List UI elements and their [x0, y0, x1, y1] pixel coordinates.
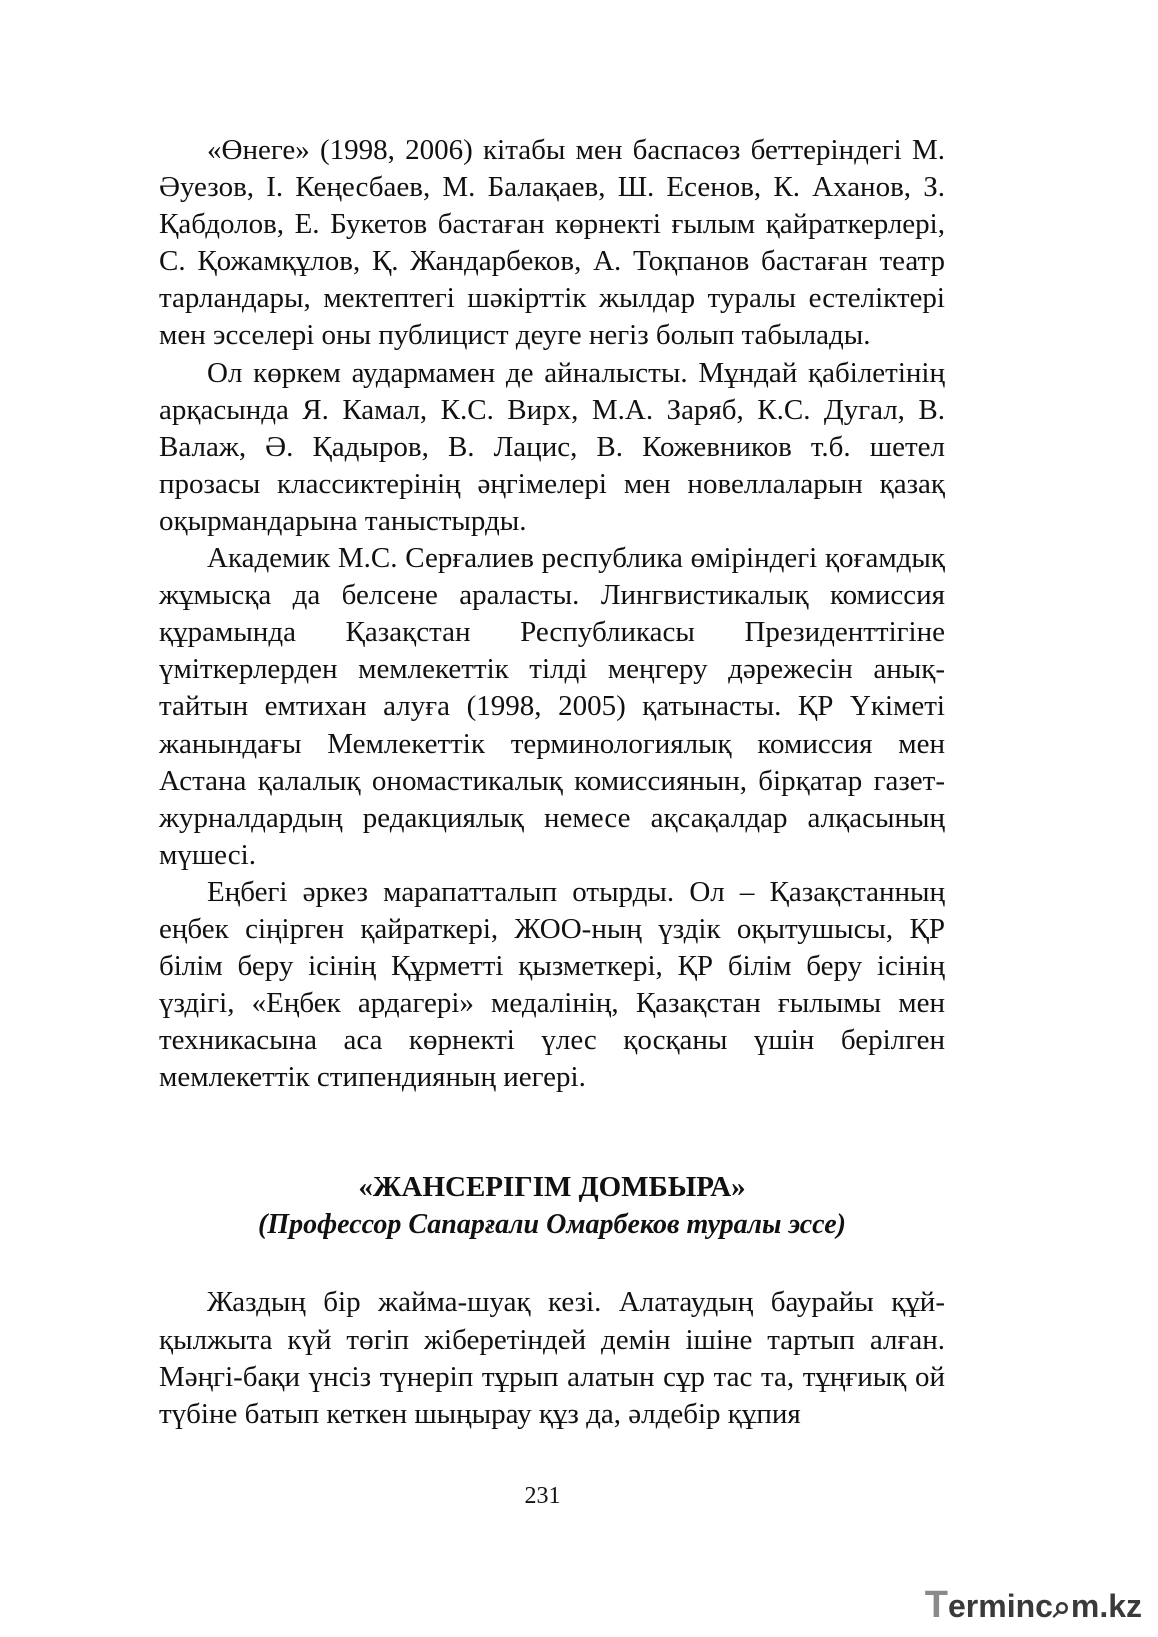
page-content [159, 132, 945, 1433]
site-watermark-logo [925, 1584, 1142, 1627]
paragraph-translation: Ол көркем аудармамен де айналысты. Мұндай қабілетінің арқасында Я. Камал, К.С. Вирх, М.А. Заряб, К.С. Дугал, В. Валаж, Ә. Қадыров, В. Лацис, В. Кожевников т.б. шетел прозасы классиктерінің әңгімелері мен новеллаларын қазақ оқырмандарына таныстырды. [159, 356, 945, 537]
essay-heading [159, 1168, 945, 1244]
essay-subtitle: (Профессор Сапарғали Омарбеков туралы эссе) [258, 1209, 846, 1241]
paragraph-awards: Еңбегі әркез марапатталып отырды. Ол – Қазақстанның еңбек сіңірген қайраткері, ЖОО-ның үздік оқытушысы, ҚР білім беру ісінің Құрметті қызметкері, ҚР білім беру ісінің үздігі, «Еңбек ардагері» медалінің, Қазақстан ғылымы мен техникасына аса көрнекті үлес қосқаны үшін берілген мемлекеттік стипендияның иегері. [159, 875, 945, 1094]
paragraph-onege: «Өнеге» (1998, 2006) кітабы мен баспасөз беттеріндегі М. Әуезов, І. Кеңесбаев, М. Балақаев, Ш. Есенов, К. Аханов, З. Қабдолов, Е. Букетов бастаған көрнекті ғылым қайраткерлері, С. Қожамқұлов, Қ. Жандарбеков, А. Тоқпанов бастаған театр тарландары, мектептегі шәкірттік жылдар туралы естеліктері мен эсселері оны публицист деуге негіз болып табылады. [159, 134, 945, 352]
watermark-domain: m.kz [1070, 1588, 1142, 1624]
watermark-text-part: erminc [948, 1588, 1053, 1624]
watermark-t-letter: T [924, 1584, 948, 1626]
paragraph-essay-opening: Жаздың бір жайма-шуақ кезі. Алатаудың баурайы құйқылжыта күй төгіп жіберетіндей демін ішіне тартып алған. Мәңгі-бақи үнсіз түнеріп тұрып алатын сұр тас та, тұңғиық ой түбіне батып кеткен шыңырау құз да, әлдебір құпия [159, 1286, 945, 1430]
paragraph-public-work: Академик М.С. Серғалиев республика өміріндегі қоғамдық жұмысқа да белсене араласты. Лингвистикалық комиссия құрамында Қазақстан Республикасы Президенттігіне үміткерлерден мемлекеттік тілді меңгеру дәрежесін анықтайтын емтихан алуға (1998, 2005) қатынасты. ҚР Үкіметі жанындағы Мемлекеттік терминологиялық комиссия мен Астана қалалық ономастикалық комиссиянын, бірқатар газет-журналдардың редакциялық немесе ақсақалдар алқасының мүшесі. [159, 542, 945, 871]
essay-title: «ЖАНСЕРІГІМ ДОМБЫРА» [358, 1171, 746, 1204]
search-icon: ⌕ [1052, 1588, 1071, 1624]
page-number: 231 [524, 1483, 561, 1509]
